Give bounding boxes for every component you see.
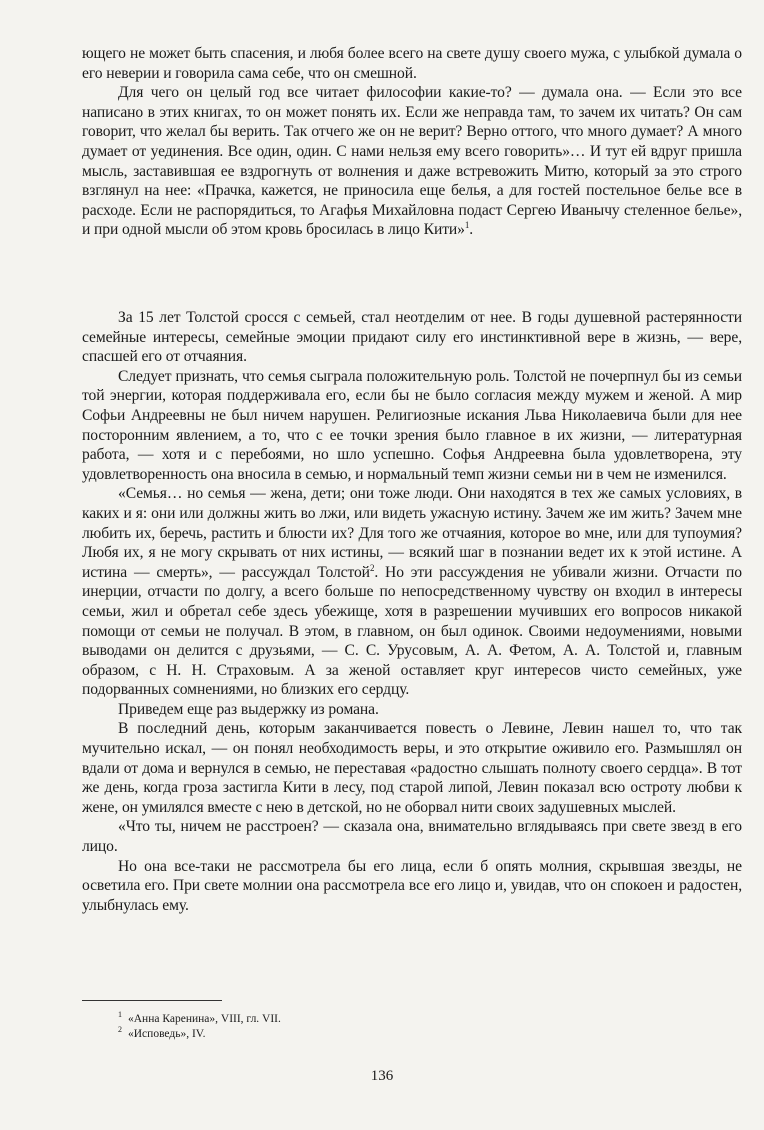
footnotes [118,1012,281,1042]
footnote [118,1012,281,1027]
paragraph: ющего не может быть спасения, и любя более всего на свете душу своего мужа, с улыбкой думала о его неверии и говорила сама себе, что он смешной. [82,45,742,82]
quoted-excerpt [82,44,742,240]
paragraph: Приведем еще раз выдержку из романа. [118,700,379,718]
footnote-text: «Исповедь», IV. [128,1028,206,1040]
paragraph [82,484,742,700]
footnote-mark: 1 [118,1010,122,1020]
paragraph: Для чего он целый год все читает философии какие-то? — думала она. — Если это все написано в этих книгах, то он может понять их. Если же неправда там, то зачем их читать? Он сам говорит, что желал бы верить. Так отчего же он не верит? Верно оттого, что много думает? А много думает от уединения. Все один, один. С нами нельзя ему всего говорить»… И тут ей вдруг пришла мысль, заставившая ее вздрогнуть от волнения и даже встревожить Митю, который за это строго взглянул на нее: «Прачка, кажется, не приносила еще белья, а для гостей постельное белье все в расходе. Если не распорядиться, то Агафья Михайловна подаст Сергею Иванычу стеленное белье», и при одной мысли об этом кровь бросилась в лицо Кити»$^1$. [82,84,742,239]
page-number: 136 [370,1068,394,1084]
footnote-reference: 2 [369,562,375,573]
footnote-mark: 2 [118,1025,122,1035]
paragraph-text: Для чего он целый год все читает философии какие-то? — думала она. — Если это все написано в этих книгах, то он может понять их. Если же неправда там, то зачем их читать? Он сам говорит, что желал бы верить. Так отчего же он не верит? Верно оттого, что много думает? А много думает от уединения. Все один, один. С нами нельзя ему всего говорить»… И тут ей вдруг пришла мысль, заставившая ее вздрогнуть от волнения и даже встревожить Митю, который за это строго взглянул на нее: «Прачка, кажется, не приносила еще белья, а для гостей постельное белье все в расходе. Если не распорядиться, то Агафья Михайловна подаст Сергею Иванычу стеленное белье», и при одной мысли об этом кровь бросилась в лицо Кити» [82,84,742,239]
footnote-divider [82,1000,222,1001]
paragraph-text: «Семья… но семья — жена, дети; они тоже люди. Они находятся в тех же самых условиях, в каких и я: они или должны жить во лжи, или видеть ужасную истину. Зачем же им жить? Зачем мне любить их, беречь, растить и блюсти их? Для того же отчаяния, которое во мне, или для тупоумия? Любя их, я не могу скрывать от них истины, — всякий шаг в познании ведет их к этой истине. А истина — смерть», — рассуждал Толстой [82,485,742,581]
footnote [118,1027,281,1042]
main-text [82,308,742,915]
paragraph: Но она все-таки не рассмотрела бы его лица, если б опять молния, скрывшая звезды, не осветила его. При свете молнии она рассмотрела все его лицо и, увидав, что он спокоен и радостен, улыбнулась ему. [82,857,742,914]
footnote-text: «Анна Каренина», VIII, гл. VII. [128,1013,281,1025]
paragraph: «Что ты, ничем не расстроен? — сказала она, внимательно вглядываясь при свете звезд в его лицо. [82,818,742,856]
paragraph-text: . Но эти рассуждения не убивали жизни. Отчасти по инерции, отчасти по долгу, а всего больше по непосредственному чувству он входил в интересы семьи, жил и обретал себе здесь убежище, хотя в разрешении мучивших его вопросов никакой помощи от семьи не получал. В этом, в главном, он был одинок. Своими недоумениями, новыми выводами он делится с друзьями, — С. С. Урусовым, А. А. Фетом, А. А. Толстой и, главным образом, с Н. Н. Страховым. А за женой оставляет круг интересов чисто семейных, уже подорванных сомнениями, но близких его сердцу. [82,563,742,699]
paragraph: Следует признать, что семья сыграла положительную роль. Толстой не почерпнул бы из семьи той энергии, которая поддерживала его, если бы не было согласия между мужем и женой. А мир Софьи Андреевны не был ничем нарушен. Религиозные искания Льва Николаевича были для нее посторонним явлением, а то, что с ее точки зрения было главное в их жизни, — литературная работа, — хотя и с перебоями, но шло успешно. Софья Андреевна была удовлетворена, эту удовлетворенность она вносила в семью, и нормальный темп жизни семьи ни в чем не изменился. [82,367,742,483]
footnote-reference: 1 [464,220,470,231]
paragraph: За 15 лет Толстой сросся с семьей, стал неотделим от нее. В годы душевной растерянности семейные интересы, семейные эмоции придают силу его инстинктивной вере в жизнь, — вере, спасшей его от отчаяния. [82,309,742,366]
paragraph: В последний день, которым заканчивается повесть о Левине, Левин нашел то, что так мучительно искал, — он понял необходимость веры, и это открытие оживило его. Размышлял он вдали от дома и вернулся в семью, не переставая «радостно слышать полноту своего сердца». В тот же день, когда гроза застигла Кити в лесу, под старой липой, Левин показал всю остроту любви к жене, он умилялся вместе с нею в детской, но не оборвал нити своих задушевных мыслей. [82,720,742,816]
